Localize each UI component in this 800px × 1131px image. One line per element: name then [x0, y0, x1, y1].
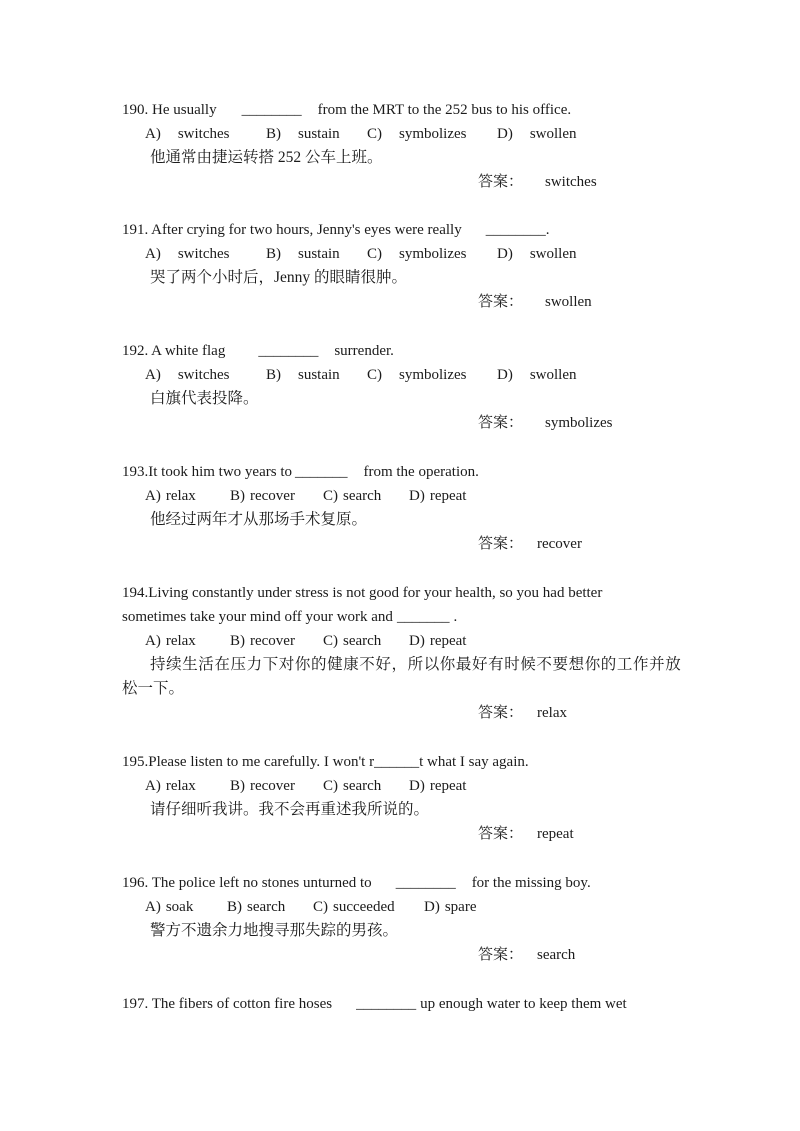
option-a — [145, 629, 196, 653]
option-word: switches — [177, 126, 230, 142]
option-word: swollen — [529, 367, 577, 383]
question-stem — [0, 992, 800, 1016]
option-word: relax — [165, 488, 196, 504]
answer-row — [0, 290, 800, 314]
option-label: A) — [145, 367, 161, 383]
chinese-translation: 白旗代表投降。 — [150, 390, 259, 407]
option-a — [145, 242, 230, 266]
answer-row — [0, 701, 800, 725]
option-word: spare — [444, 899, 477, 915]
stem-text: 193.It took him two years to — [122, 464, 292, 480]
option-word: repeat — [429, 633, 467, 649]
option-d — [497, 363, 577, 387]
option-word: switches — [177, 246, 230, 262]
option-label: B) — [230, 488, 245, 504]
question-194 — [0, 581, 800, 725]
answer-value: repeat — [537, 826, 574, 842]
answer-label: 答案： — [478, 705, 524, 721]
option-label: C) — [367, 246, 382, 262]
stem-text: from the operation. — [363, 464, 479, 480]
option-a — [145, 363, 230, 387]
chinese-translation: 他经过两年才从那场手术复原。 — [150, 511, 368, 528]
option-word: switches — [177, 367, 230, 383]
question-195 — [0, 750, 800, 846]
stem-text: 197. The fibers of cotton fire hoses — [122, 996, 333, 1012]
answer-blank: ________ — [356, 996, 417, 1012]
stem-text: . — [545, 222, 550, 238]
answer-value: relax — [537, 705, 567, 721]
option-label: D) — [497, 126, 513, 142]
option-label: C) — [323, 488, 338, 504]
stem-text: sometimes take your mind off your work and — [122, 609, 393, 625]
option-label: C) — [323, 633, 338, 649]
stem-text: 192. A white flag — [122, 343, 226, 359]
option-label: D) — [424, 899, 440, 915]
option-word: repeat — [429, 488, 467, 504]
option-d — [409, 484, 466, 508]
option-a — [145, 484, 196, 508]
option-word: relax — [165, 778, 196, 794]
option-word: recover — [250, 633, 295, 649]
option-label: A) — [145, 778, 161, 794]
option-b — [266, 363, 340, 387]
option-label: A) — [145, 126, 161, 142]
option-c — [367, 363, 467, 387]
answer-label: 答案： — [478, 826, 524, 842]
option-label: D) — [409, 633, 425, 649]
options-row — [0, 629, 800, 653]
answer-label: 答案： — [478, 415, 524, 431]
chinese-translation: 请仔细听我讲。我不会再重述我所说的。 — [150, 801, 430, 818]
answer-row — [0, 822, 800, 846]
option-b — [230, 484, 295, 508]
chinese-translation: 警方不遗余力地搜寻那失踪的男孩。 — [150, 922, 399, 939]
option-label: A) — [145, 899, 161, 915]
option-label: D) — [497, 246, 513, 262]
option-label: C) — [367, 126, 382, 142]
option-b — [230, 629, 295, 653]
option-word: soak — [165, 899, 194, 915]
stem-text: 195.Please listen to me carefully. I won't r — [122, 754, 375, 770]
answer-blank: _______ — [294, 464, 348, 480]
answer-label: 答案： — [478, 536, 524, 552]
option-b — [266, 122, 340, 146]
stem-text: surrender. — [334, 343, 394, 359]
option-word: recover — [250, 778, 295, 794]
stem-text: t what I say again. — [419, 754, 529, 770]
answer-blank: ________ — [241, 102, 302, 118]
stem-text: 191. After crying for two hours, Jenny's eyes were really — [122, 222, 462, 238]
option-b — [230, 774, 295, 798]
answer-label: 答案： — [478, 294, 524, 310]
option-label: B) — [230, 778, 245, 794]
option-label: B) — [230, 633, 245, 649]
answer-blank: ________ — [485, 222, 546, 238]
option-word: symbolizes — [399, 367, 467, 383]
question-stem — [0, 871, 800, 895]
answer-row — [0, 532, 800, 556]
option-d — [409, 629, 466, 653]
option-word: swollen — [529, 246, 577, 262]
option-b — [266, 242, 340, 266]
options-row — [0, 242, 800, 266]
option-d — [409, 774, 466, 798]
chinese-translation: 他通常由捷运转搭 252 公车上班。 — [150, 149, 383, 166]
option-word: search — [343, 488, 382, 504]
option-label: D) — [497, 367, 513, 383]
question-197 — [0, 992, 800, 1016]
options-row — [0, 484, 800, 508]
option-word: symbolizes — [399, 126, 467, 142]
option-word: sustain — [298, 367, 340, 383]
stem-text: from the MRT to the 252 bus to his office. — [317, 102, 572, 118]
stem-text: 196. The police left no stones unturned to — [122, 875, 372, 891]
chinese-translation: 哭了两个小时后，Jenny 的眼睛很肿。 — [150, 269, 408, 286]
option-word: sustain — [298, 246, 340, 262]
option-word: symbolizes — [399, 246, 467, 262]
option-d — [424, 895, 476, 919]
option-label: C) — [323, 778, 338, 794]
stem-text: 190. He usually — [122, 102, 217, 118]
question-190 — [0, 98, 800, 194]
option-label: B) — [266, 126, 281, 142]
option-word: swollen — [529, 126, 577, 142]
option-label: D) — [409, 778, 425, 794]
option-word: recover — [250, 488, 295, 504]
question-stem — [0, 339, 800, 363]
option-word: search — [343, 778, 382, 794]
option-label: A) — [145, 633, 161, 649]
option-a — [145, 122, 230, 146]
option-a — [145, 895, 193, 919]
question-stem — [0, 460, 800, 484]
question-196 — [0, 871, 800, 967]
question-193 — [0, 460, 800, 556]
stem-text: for the missing boy. — [471, 875, 591, 891]
options-row — [0, 774, 800, 798]
option-c — [367, 122, 467, 146]
answer-value: switches — [545, 174, 597, 190]
option-word: search — [343, 633, 382, 649]
stem-text: 194.Living constantly under stress is not good for your health, so you had better — [122, 585, 603, 601]
option-label: B) — [266, 246, 281, 262]
chinese-translation-line2: 松一下。 — [122, 680, 185, 697]
answer-value: recover — [537, 536, 582, 552]
answer-value: swollen — [545, 294, 592, 310]
option-label: A) — [145, 246, 161, 262]
question-stem — [0, 581, 800, 605]
options-row — [0, 895, 800, 919]
options-row — [0, 122, 800, 146]
option-label: B) — [266, 367, 281, 383]
option-label: C) — [367, 367, 382, 383]
options-row — [0, 363, 800, 387]
answer-blank: ________ — [258, 343, 319, 359]
option-label: B) — [227, 899, 242, 915]
option-word: search — [247, 899, 286, 915]
question-191 — [0, 218, 800, 314]
option-c — [367, 242, 467, 266]
question-stem — [0, 218, 800, 242]
answer-value: search — [537, 947, 576, 963]
answer-row — [0, 170, 800, 194]
stem-text: . — [453, 609, 458, 625]
option-label: D) — [409, 488, 425, 504]
option-d — [497, 122, 577, 146]
option-c — [323, 484, 381, 508]
option-b — [227, 895, 285, 919]
answer-blank: _______ — [396, 609, 450, 625]
option-c — [323, 629, 381, 653]
question-stem-line2 — [0, 605, 800, 629]
option-word: succeeded — [333, 899, 395, 915]
answer-blank: ______ — [374, 754, 420, 770]
answer-row — [0, 411, 800, 435]
option-a — [145, 774, 196, 798]
answer-row — [0, 943, 800, 967]
question-stem — [0, 98, 800, 122]
option-word: repeat — [429, 778, 467, 794]
answer-label: 答案： — [478, 947, 524, 963]
option-label: A) — [145, 488, 161, 504]
option-word: sustain — [298, 126, 340, 142]
question-stem — [0, 750, 800, 774]
answer-blank: ________ — [395, 875, 456, 891]
answer-label: 答案： — [478, 174, 524, 190]
option-c — [313, 895, 395, 919]
question-192 — [0, 339, 800, 435]
answer-value: symbolizes — [545, 415, 613, 431]
option-word: relax — [165, 633, 196, 649]
option-c — [323, 774, 381, 798]
chinese-translation: 持续生活在压力下对你的健康不好，所以你最好有时候不要想你的工作并放 — [150, 656, 682, 673]
stem-text: up enough water to keep them wet — [420, 996, 627, 1012]
option-d — [497, 242, 577, 266]
option-label: C) — [313, 899, 328, 915]
